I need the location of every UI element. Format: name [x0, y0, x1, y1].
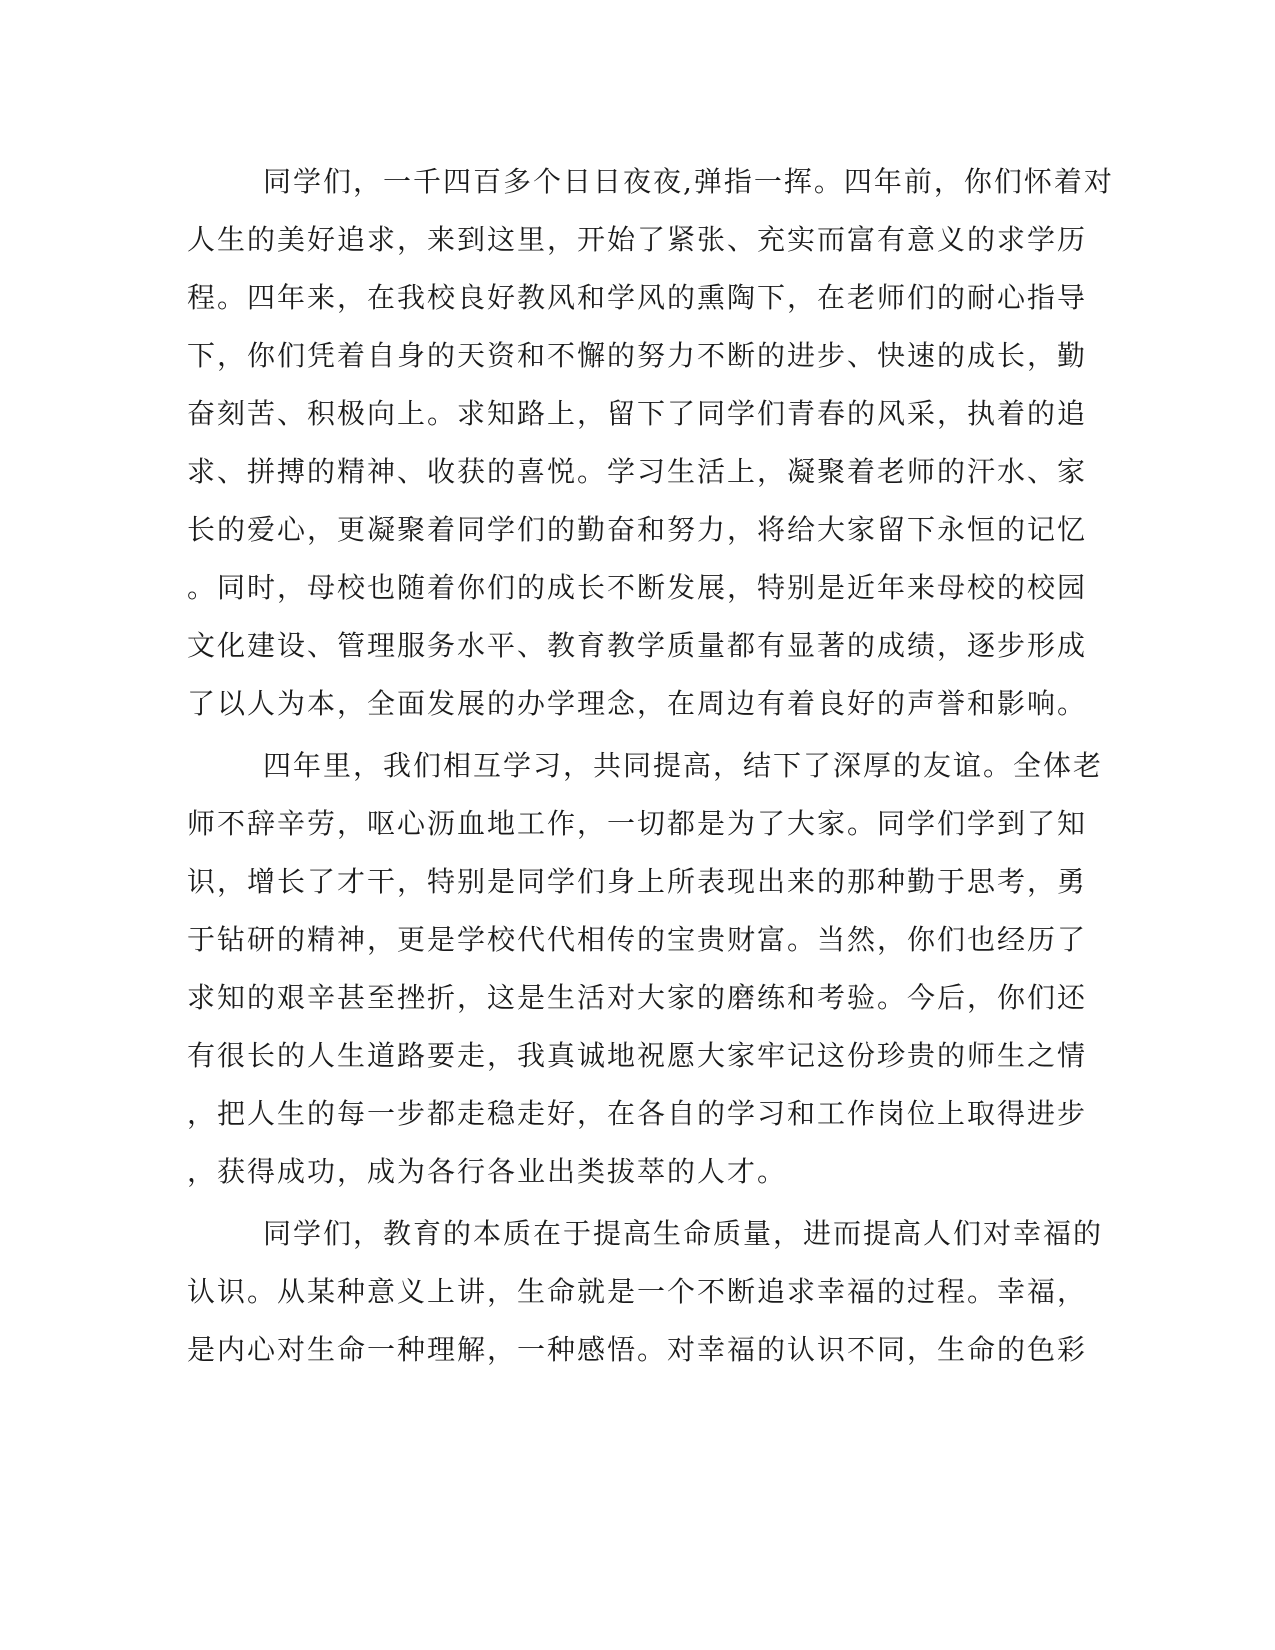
paragraph-3-line-2: 认识。从某种意义上讲，生命就是一个不断追求幸福的过程。幸福， — [187, 1275, 1088, 1308]
paragraph-1-line-2: 人生的美好追求，来到这里，开始了紧张、充实而富有意义的求学历 — [187, 223, 1088, 256]
paragraph-1-line-7: 长的爱心，更凝聚着同学们的勤奋和努力，将给大家留下永恒的记忆 — [187, 513, 1088, 546]
paragraph-2-line-3: 识，增长了才干，特别是同学们身上所表现出来的那种勤于思考，勇 — [187, 865, 1088, 898]
paragraph-1-line-8: 。同时，母校也随着你们的成长不断发展，特别是近年来母校的校园 — [187, 571, 1088, 604]
paragraph-2-line-8: ，获得成功，成为各行各业出类拔萃的人才。 — [187, 1155, 788, 1188]
paragraph-1-line-4: 下，你们凭着自身的天资和不懈的努力不断的进步、快速的成长，勤 — [187, 339, 1088, 372]
paragraph-3-line-3: 是内心对生命一种理解，一种感悟。对幸福的认识不同，生命的色彩 — [187, 1333, 1088, 1366]
paragraph-3-line-1: 同学们，教育的本质在于提高生命质量，进而提高人们对幸福的 — [263, 1217, 1104, 1250]
paragraph-1-line-3: 程。四年来，在我校良好教风和学风的熏陶下，在老师们的耐心指导 — [187, 281, 1088, 314]
paragraph-1-line-10: 了以人为本，全面发展的办学理念，在周边有着良好的声誉和影响。 — [187, 687, 1088, 720]
paragraph-2-line-5: 求知的艰辛甚至挫折，这是生活对大家的磨练和考验。今后，你们还 — [187, 981, 1088, 1014]
paragraph-2-line-1: 四年里，我们相互学习，共同提高，结下了深厚的友谊。全体老 — [263, 749, 1104, 782]
paragraph-2-line-7: ，把人生的每一步都走稳走好，在各自的学习和工作岗位上取得进步 — [187, 1097, 1088, 1130]
paragraph-2-line-2: 师不辞辛劳，呕心沥血地工作，一切都是为了大家。同学们学到了知 — [187, 807, 1088, 840]
paragraph-1-line-9: 文化建设、管理服务水平、教育教学质量都有显著的成绩，逐步形成 — [187, 629, 1088, 662]
paragraph-2-line-4: 于钻研的精神，更是学校代代相传的宝贵财富。当然，你们也经历了 — [187, 923, 1088, 956]
paragraph-1-line-1: 同学们，一千四百多个日日夜夜,弹指一挥。四年前，你们怀着对 — [263, 165, 1114, 198]
paragraph-2-line-6: 有很长的人生道路要走，我真诚地祝愿大家牢记这份珍贵的师生之情 — [187, 1039, 1088, 1072]
paragraph-1-line-6: 求、拼搏的精神、收获的喜悦。学习生活上，凝聚着老师的汗水、家 — [187, 455, 1088, 488]
paragraph-1-line-5: 奋刻苦、积极向上。求知路上，留下了同学们青春的风采，执着的追 — [187, 397, 1088, 430]
